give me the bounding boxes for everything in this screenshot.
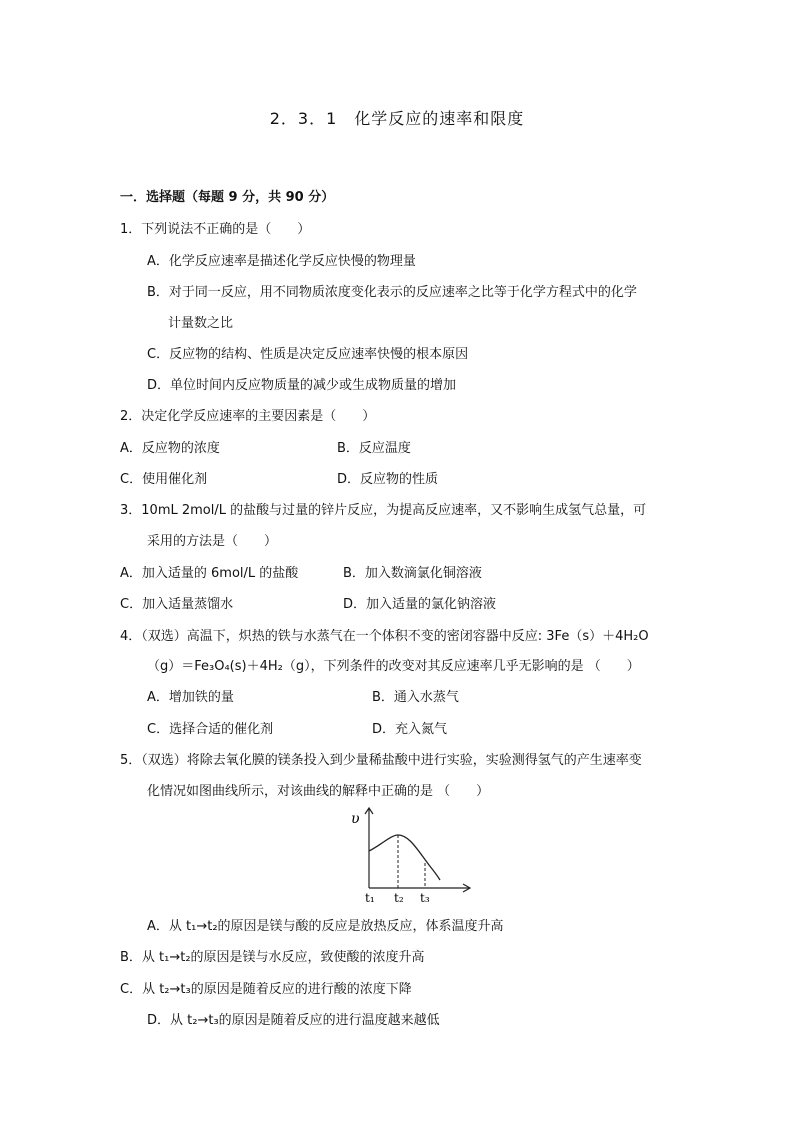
question-1-stem: 1．下列说法不正确的是（ ） [120, 222, 311, 237]
rate-curve [369, 835, 440, 880]
question-5-option-d: D．从 t₂→t₃的原因是随着反应的进行温度越来越低 [147, 1013, 440, 1028]
question-4-option-a: A．增加铁的量 [147, 690, 234, 705]
question-2-option-a: A．反应物的浓度 [120, 441, 220, 456]
graph-y-label: υ [351, 811, 360, 827]
question-3-stem: 3．10mL 2mol/L 的盐酸与过量的锌片反应，为提高反应速率，又不影响生成氢气总量，可 [120, 503, 647, 518]
question-5-option-a: A．从 t₁→t₂的原因是镁与酸的反应是放热反应，体系温度升高 [147, 919, 504, 934]
question-5-stem: 5．（双选）将除去氧化膜的镁条投入到少量稀盐酸中进行实验，实验测得氢气的产生速率变 [120, 753, 642, 768]
rate-time-graph [345, 803, 480, 908]
t1-label: t₁ [365, 891, 375, 905]
question-5-option-b: B．从 t₁→t₂的原因是镁与水反应，致使酸的浓度升高 [120, 950, 425, 965]
question-5-stem-cont: 化情况如图曲线所示，对该曲线的解释中正确的是 （ ） [147, 784, 490, 799]
question-4-stem: 4．（双选）高温下，炽热的铁与水蒸气在一个体积不变的密闭容器中反应: 3Fe（s）＋4H₂O [120, 629, 649, 644]
t3-label: t₃ [420, 891, 430, 905]
question-4-stem-cont: （g）＝Fe₃O₄(s)＋4H₂（g），下列条件的改变对其反应速率几乎无影响的是 （ ） [147, 659, 640, 674]
question-2-option-d: D．反应物的性质 [337, 472, 439, 487]
question-3-option-b: B．加入数滴氯化铜溶液 [343, 566, 482, 581]
question-4-option-d: D．充入氮气 [372, 722, 448, 737]
question-4-option-c: C．选择合适的催化剂 [147, 722, 274, 737]
question-5-option-c: C．从 t₂→t₃的原因是随着反应的进行酸的浓度下降 [120, 982, 412, 997]
question-3-stem-cont: 采用的方法是（ ） [147, 534, 278, 549]
question-4-option-b: B．通入水蒸气 [372, 690, 459, 705]
section-heading: 一．选择题（每题 9 分，共 90 分） [120, 190, 335, 205]
question-2-stem: 2．决定化学反应速率的主要因素是（ ） [120, 409, 376, 424]
question-3-option-a: A．加入适量的 6mol/L 的盐酸 [120, 566, 299, 581]
question-1-option-b: B．对于同一反应，用不同物质浓度变化表示的反应速率之比等于化学方程式中的化学 [147, 285, 637, 300]
question-1-option-a: A．化学反应速率是描述化学反应快慢的物理量 [147, 254, 416, 269]
t2-label: t₂ [394, 891, 404, 905]
page-title: 2．3．1 化学反应的速率和限度 [269, 109, 525, 128]
question-3-option-c: C．加入适量蒸馏水 [120, 597, 234, 612]
question-2-option-b: B．反应温度 [337, 441, 411, 456]
question-1-option-c: C．反应物的结构、性质是决定反应速率快慢的根本原因 [147, 347, 469, 362]
question-2-option-c: C．使用催化剂 [120, 472, 208, 487]
question-1-option-b-cont: 计量数之比 [168, 316, 234, 331]
question-3-option-d: D．加入适量的氯化钠溶液 [343, 597, 497, 612]
question-1-option-d: D．单位时间内反应物质量的减少或生成物质量的增加 [147, 378, 457, 393]
